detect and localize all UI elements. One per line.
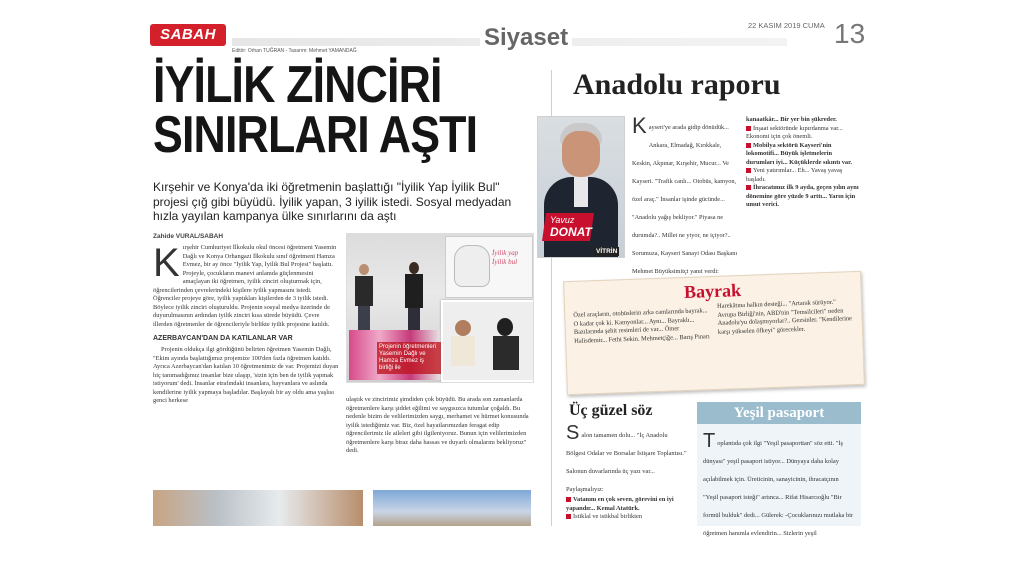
uc-guzel-soz-body [566,424,688,522]
uc-bullet-1: Vatanını en çok seven, görevini en iyi yapandır... Kemal Atatürk. [566,496,674,512]
story-photo [346,233,534,383]
bullet-square-icon [746,126,751,131]
story-column-2: ulaştık ve zincirimiz şimdiden çok büyüdü. Bu arada son zamanlarda öğretmenlere karşı şiddet eğilimi ve saygısızca tutumlar çoğaldı. Bu nedenle bizim de velilerimizden saygı, merhamet ve hürmet konusunda iyilik istediğimiz var. Biz, özel hayatlarımızdan feragat edip öğrencilerimiz ile aileleri gibi ilgileniyoruz. Bunun için velilerimizden öğretmenlere karşı biraz daha hassas ve duyarlı olmalarını bekliyoruz" dedi. [346,396,529,454]
bayrak-box [563,271,865,395]
paragraph-2: Projenin oldukça ilgi gördüğünü belirten öğretmen Yasemin Dağlı, "Ekim ayında başlattığımız projemize 100'den fazla öğretmen katıldı. Ayrıca Azerbaycan'dan katılan 10 öğretmenimiz de var. Projemizi duyan hiç tanımadığımız insanlar bize ulaşıp, 'sizin için ben de iyilik yapmak istiyorum' dedi. İnsanlar etrafındaki insanlara, hayvanlara ve aslında kendilerine iyilik yapmaya başladılar. Başlayalı bir ay oldu ama yaşlısı genci herkese [153,346,339,404]
column-title: Anadolu raporu [573,68,781,101]
column-line-3: Mobilya sektörü Kayseri'nin lokomotifi... Büyük işletmelerin durumları iyi... Küçüklerde sıkıntı var. [746,141,852,166]
yesil-pasaport-box [697,402,861,537]
photo-caption: Projenin öğretmenleri Yasemin Dağlı ve Hamza Evmez iş birliği ile [377,342,441,374]
poster-board [445,236,533,298]
author-first-name: Yavuz [550,215,575,225]
column-paragraph: ayseri'ye arada gidip dönüdük... Ankara, Elmadağ, Kırıkkale, Keskin, Akpınar, Kırşehir, Mucur... Ve Kayseri. "Trafik canlı... Otobüs, kamyon, özel araç." İnsanlar işinde gücünde... "Anadolu yağış bekliyor." Piyasa ne durumda?.. Millet ne yiyor, ne içiyor?.. Sorumuza, Kayseri Sanayi Odası Başkanı Mehmet Büyüksimitçi yanıt verdi: [632,124,738,275]
issue-date: 22 KASIM 2019 CUMA [748,21,825,30]
main-headline [153,56,480,164]
column-drop-cap: K [632,113,647,138]
yesil-paragraph: oplantıda çok ilgi "Yeşil pasaporttan" söz etti. "İş dünyası" yeşil pasaport istiyor... Dünyaya daha kolay açılabilmek için. Üreticinin, sanayicinin, ihracatçının "Yeşil pasaport isteği" artınca... Rifat Hisarcıoğlu "Bir formül bulduk" dedi... Gülerek: -Çocuklarınızı mutlaka bir öğretmen hanımla evlendirin... Sizlerin yeşil [703,440,854,537]
hand-icon [454,245,490,287]
bullet-square-icon [566,497,571,502]
bayrak-left-text: Özel araçların, otobüslerin arka camlarında bayrak... O kadar çok ki. Kamyonlar... Aynı... Bayraklı... Bazılarında şehit resimleri de var... Ömer Halisdemir... Fethi Sekin. Mehmetçiğe... Barış Pınarı [573,307,710,345]
bullet-square-icon [746,185,751,190]
bayrak-right-text: Harekâtına halkın desteği... "Artarak sürüyor." Avrupa Birliği'nin, ABD'nin "Temsilcileri" neden Anadolu'yu dolaşmıyorlar?.. Gezsinler. "Kendilerine karşı yükselen öfkeyi" görecekler. [716,298,853,336]
bullet-square-icon [746,143,751,148]
yesil-pasaport-body [703,432,855,540]
credits: Editör: Orhan TUĞRAN - Tasarım: Mehmet YAMANDAĞ [232,48,357,54]
uc-bullet-2: İstiklal ve istikbal birlikten [566,513,688,522]
uc-paragraph: alon tamamen dolu... "İç Anadolu Bölgesi Odalar ve Borsalar İstişare Toplantısı." Salonun duvarlarında üç yazı var... Paylaşmalıyız: [566,432,687,493]
author-portrait [537,116,625,258]
poster-text: İyilik yap İyilik bul [492,249,519,266]
drop-cap: K [153,241,180,285]
sabah-logo [150,24,226,46]
teacher-man [355,264,373,334]
author-face [562,131,600,177]
column-text-2 [746,116,860,210]
inset-photo [441,300,534,382]
section-title: Siyaset [480,24,572,52]
headline-line-1: İYİLİK ZİNCİRİ [153,56,442,114]
paragraph-1: ırşehir Cumhuriyet İlkokulu okul öncesi öğretmeni Yasemin Dağlı ve Konya Orhangazi İlkokulu sınıf öğretmeni Hamza Evmez, bir ay önce "İyilik Yap, İyilik Bul Projesi" başlattı. Projeyle, çocukların manevi anlamda güçlenmesini amaçlayan iki öğretmen, iyilik zinciri oluşturmak için, öğrencilerinden çevrelerindeki kişilere iyilik yapmasını istedi. Öğrenciler projeye göre, iyilik yaptıkları kişilerden de 3 iyilik istedi. Böylece iyilik zinciri oluşturuldu. Projenin sosyal medya üzerinde de duyurulmasının ardından iyilik zinciri kısa sürede büyüdü. Çevre illerden öğretmenler de öğrencileriyle birlikte iyilik projesine katıldı. [153,244,337,328]
bullet-square-icon [746,168,751,173]
bottom-photo-right [373,490,531,526]
page-number: 13 [834,18,866,49]
story-column-1 [153,241,339,406]
uc-drop-cap: S [566,422,580,444]
column-text-1 [632,113,738,287]
author-last-name: DONAT [550,225,592,239]
column-line-5: İhracatımız ilk 9 ayda, geçen yılın aynı dönemine göre yüzde 9 arttı... Yarın için umut verici. [746,184,859,208]
masthead [150,18,870,58]
uc-guzel-soz-title: Üç güzel söz [569,402,653,419]
column-line-2: İnşaat sektöründe kıpırdanma var... Ekonomi için çok önemli. [746,124,843,140]
bullet-square-icon [566,514,571,519]
headline-line-2: SINIRLARI AŞTI [153,106,478,164]
yesil-pasaport-title: Yeşil pasaport [697,402,861,424]
byline: Zahide VURAL/SABAH [153,233,224,240]
yesil-drop-cap: T [703,430,716,452]
author-shirt [574,177,588,207]
story-deck: Kırşehir ve Konya'da iki öğretmenin başlattığı "İyilik Yap İyilik Bul" projesi çığ gibi büyüdü. İyilik yapan, 3 iyilik istedi. Sosyal medyadan hızla yayılan kampanya ülke sınırlarını da aştı [153,180,512,223]
subhead: AZERBAYCAN'DAN DA KATILANLAR VAR [153,335,293,342]
teacher-woman [405,262,423,334]
column-line-4: Yeni yatırımlar... Eh... Yavaş yavaş başladı. [746,167,843,183]
bottom-photo-left [153,490,363,526]
bayrak-title: Bayrak [683,280,742,303]
author-tag: VİTRİN [596,248,618,255]
logo-text: SABAH [160,26,216,43]
column-line-1: kanaatkâr... Bir yer bin şükreder. [746,116,837,123]
